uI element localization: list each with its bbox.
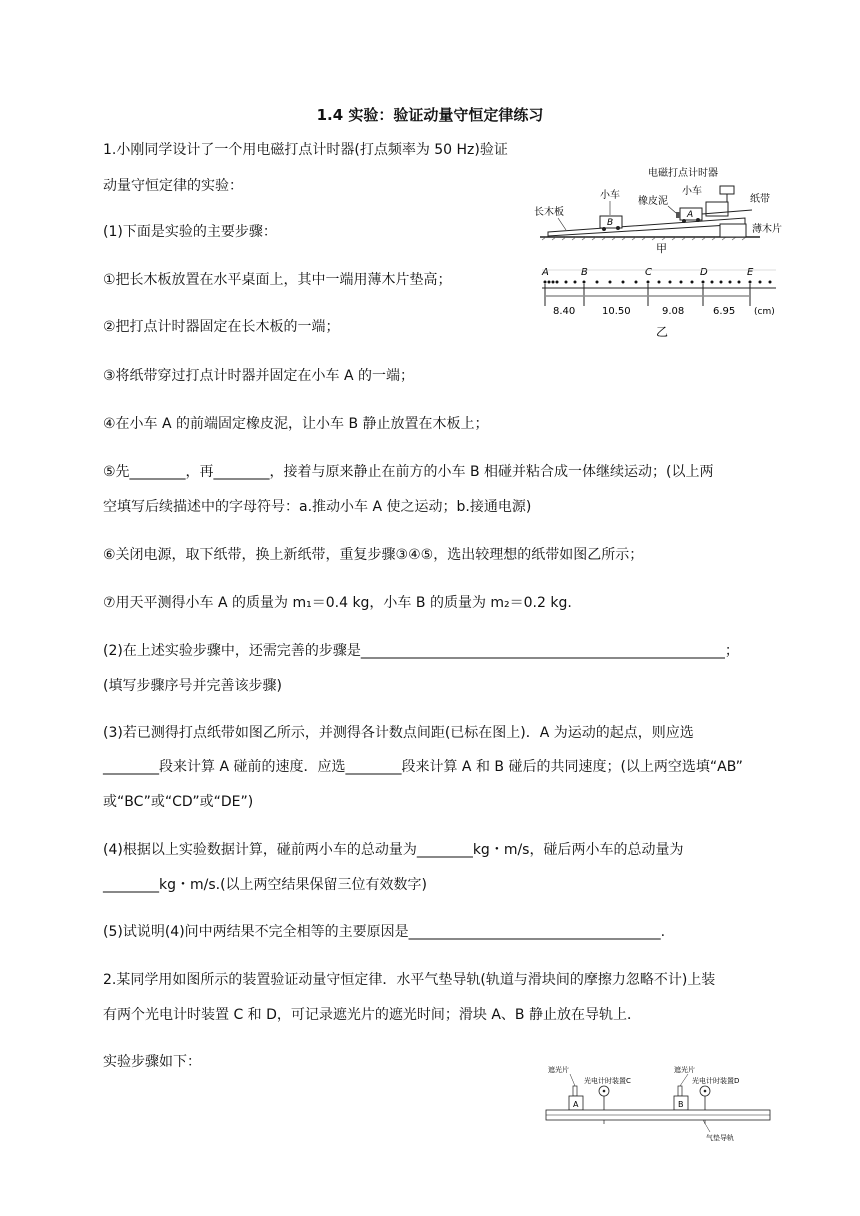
rail-label: 气垫导轨 [706,1134,734,1142]
q1-line: ④在小车 A 的前端固定橡皮泥，让小车 B 静止放置在木板上； [103,416,489,432]
q1-line: (2)在上述实验步骤中，还需完善的步骤是____________________________________________________； [103,643,739,659]
shade-label-2: 遮光片 [674,1066,695,1074]
gate-c-label: 光电计时装置C [584,1077,631,1085]
board-label: 长木板 [534,207,564,218]
car-b-letter: B [607,218,614,228]
tape-point-label: B [581,267,588,278]
unit-label: (cm) [754,307,775,317]
distance-label: 9.08 [662,306,685,317]
figure-air-track [540,1060,780,1145]
q1-line: ⑦用天平测得小车 A 的质量为 m₁＝0.4 kg，小车 B 的质量为 m₂＝0.2 kg. [103,595,572,611]
long-board [548,218,745,236]
q1-line: (3)若已测得打点纸带如图乙所示，并测得各计数点间距(已标在图上)．A 为运动的起点，则应选 [103,725,694,741]
gate-d-label: 光电计时装置D [692,1077,740,1085]
q1-line: (4)根据以上实验数据计算，碰前两小车的总动量为________kg・m/s，碰后两小车的总动量为 [103,842,684,858]
q1-line: 动量守恒定律的实验： [103,178,243,194]
tape-point-label: C [645,267,652,278]
plasticine-label: 橡皮泥 [638,196,668,207]
q1-line: 或“BC”或“CD”或“DE”) [103,794,254,810]
q1-line: ①把长木板放置在水平桌面上，其中一端用薄木片垫高； [103,272,452,288]
figure-caption-yi: 乙 [656,325,669,339]
distance-label: 6.95 [713,306,736,317]
q1-line: ________段来计算 A 碰前的速度．应选________段来计算 A 和 B 碰后的共同速度；(以上两空选填“AB” [103,759,743,775]
car-b-label: 小车 [600,190,620,201]
shim-block [720,224,746,237]
slider-b-letter: B [678,1100,684,1109]
q2-line: 有两个光电计时装置 C 和 D，可记录遮光片的遮光时间；滑块 A、B 静止放在导轨上． [103,1007,641,1023]
figure-yi [536,262,786,342]
figure-jia [530,160,795,255]
shim-label: 薄木片 [752,224,782,235]
q1-line: (5)试说明(4)问中两结果不完全相等的主要原因是____________________________________. [103,924,666,940]
page-title: 1.4 实验：验证动量守恒定律练习 [316,106,544,124]
plasticine [676,212,680,218]
distance-label: 10.50 [602,306,631,317]
car-a-letter: A [687,210,694,220]
q1-line: ⑥关闭电源，取下纸带，换上新纸带，重复步骤③④⑤，选出较理想的纸带如图乙所示； [103,547,644,563]
slider-a-letter: A [573,1100,579,1109]
tape-point-label: E [747,267,754,278]
q1-line: ③将纸带穿过打点计时器并固定在小车 A 的一端； [103,368,415,384]
tape-point-label: A [542,267,549,278]
tape-label: 纸带 [750,194,770,205]
car-a-label: 小车 [682,186,702,197]
q1-line: 空填写后续描述中的字母符号：a.推动小车 A 使之运动；b.接通电源) [103,499,532,515]
distance-label: 8.40 [553,306,576,317]
q1-line: ②把打点计时器固定在长木板的一端； [103,319,340,335]
tape-point-label: D [700,267,708,278]
figure-caption-jia: 甲 [656,242,667,255]
q1-line: 1.小刚同学设计了一个用电磁打点计时器(打点频率为 50 Hz)验证 [103,142,508,158]
q1-line: (填写步骤序号并完善该步骤) [103,678,282,694]
q1-line: ________kg・m/s.(以上两空结果保留三位有效数字) [103,877,428,893]
timer-label: 电磁打点计时器 [648,168,718,179]
q1-line: (1)下面是实验的主要步骤： [103,224,277,240]
q1-line: ⑤先________，再________，接着与原来静止在前方的小车 B 相碰并粘合成一体继续运动；(以上两 [103,464,714,480]
shade-label-1: 遮光片 [548,1066,569,1074]
q2-line: 2.某同学用如图所示的装置验证动量守恒定律．水平气垫导轨(轨道与滑块间的摩擦力忽略不计)上装 [103,972,716,988]
q2-line: 实验步骤如下： [103,1054,201,1070]
